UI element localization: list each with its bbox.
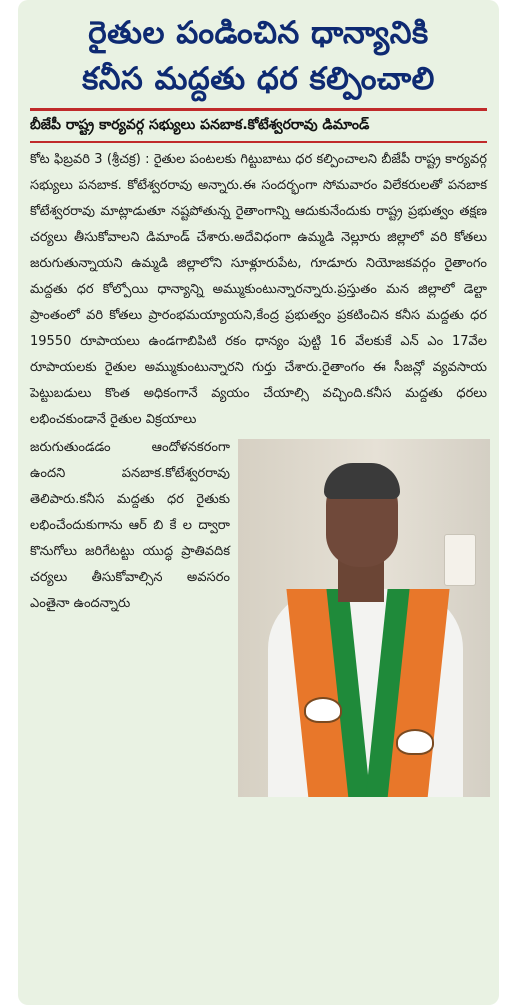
newspaper-clipping [18,0,499,1005]
portrait-photo-icon [238,439,490,797]
subheadline-divider [30,141,487,143]
wall-switch-icon [444,534,476,586]
article-lower-section [30,435,487,617]
lotus-emblem-icon [396,729,434,755]
headline-line-2: కనీస మద్దతు ధర కల్పించాలి [82,61,435,97]
lotus-emblem-icon [304,697,342,723]
article-continuation: జరుగుతుండడం ఆందోళనకరంగా ఉందని పనబాక.కోటేశ్వరరావు తెలిపారు.కనీస మద్దతు ధర రైతుకు లభించేందుకుగాను ఆర్ బి కే ల ద్వారా కొనుగోలు జరిగేటట్టు యుద్ధ ప్రాతివదిక చర్యలు తీసుకోవాల్సిన అవసరం ఎంతైనా ఉందన్నారు [30,440,230,611]
headline [30,10,487,102]
subheadline: బీజేపీ రాష్ట్ర కార్యవర్గ సభ్యులు పనబాక.కోటేశ్వరరావు డిమాండ్ [30,117,370,133]
article-body: కోట ఫిబ్రవరి 3 (శ్రీచక్ర) : రైతుల పంటలకు గిట్టుబాటు ధర కల్పించాలని బీజేపీ రాష్ట్ర కార్యవర్గ సభ్యులు పనబాక. కోటేశ్వరరావు అన్నారు.ఈ సందర్భంగా సోమవారం విలేకరులతో పనబాక కోటేశ్వరరావు మాట్లాడుతూ నష్టపోతున్న రైతాంగాన్ని ఆదుకునేందుకు రాష్ట్ర ప్రభుత్వం తక్షణ చర్యలు తీసుకోవాలని డిమాండ్ చేశారు.అదేవిధంగా ఉమ్మడి నెల్లూరు జిల్లాలో వరి కోతలు జరుగుతున్నాయని ఉమ్మడి జిల్లాలోని సూళ్లూరుపేట, గూడూరు నియోజకవర్గం రైతాంగం మద్దతు ధర కోల్పోయి ధాన్యాన్ని అమ్ముకుంటున్నారన్నారు.ప్రస్తుతం మన జిల్లాలో డెల్టా ప్రాంతంలో వరి కోతలు ప్రారంభమయ్యాయని,కేంద్ర ప్రభుత్వం ప్రకటించిన కనీస మద్దతు ధర 19550 రూపాయలు ఉండగాబిపిటి రకం ధాన్యం పుట్టి 16 వేలకుకే ఎన్ ఎం 17వేల రూపాయలకు రైతుల అమ్ముకుంటున్నారని గుర్తు చేశారు.రైతాంగం ఈ సీజన్లో వ్యవసాయ పెట్టుబడులు కొంత అధికంగానే వ్యయం చేయాల్సి వచ్చింది.కనీస మద్దతు ధరలు లభించకుండానే రైతుల విక్రయాలు [30,152,487,427]
headline-line-1: రైతుల పండించిన ధాన్యానికి [88,15,429,51]
headline-divider [30,108,487,111]
